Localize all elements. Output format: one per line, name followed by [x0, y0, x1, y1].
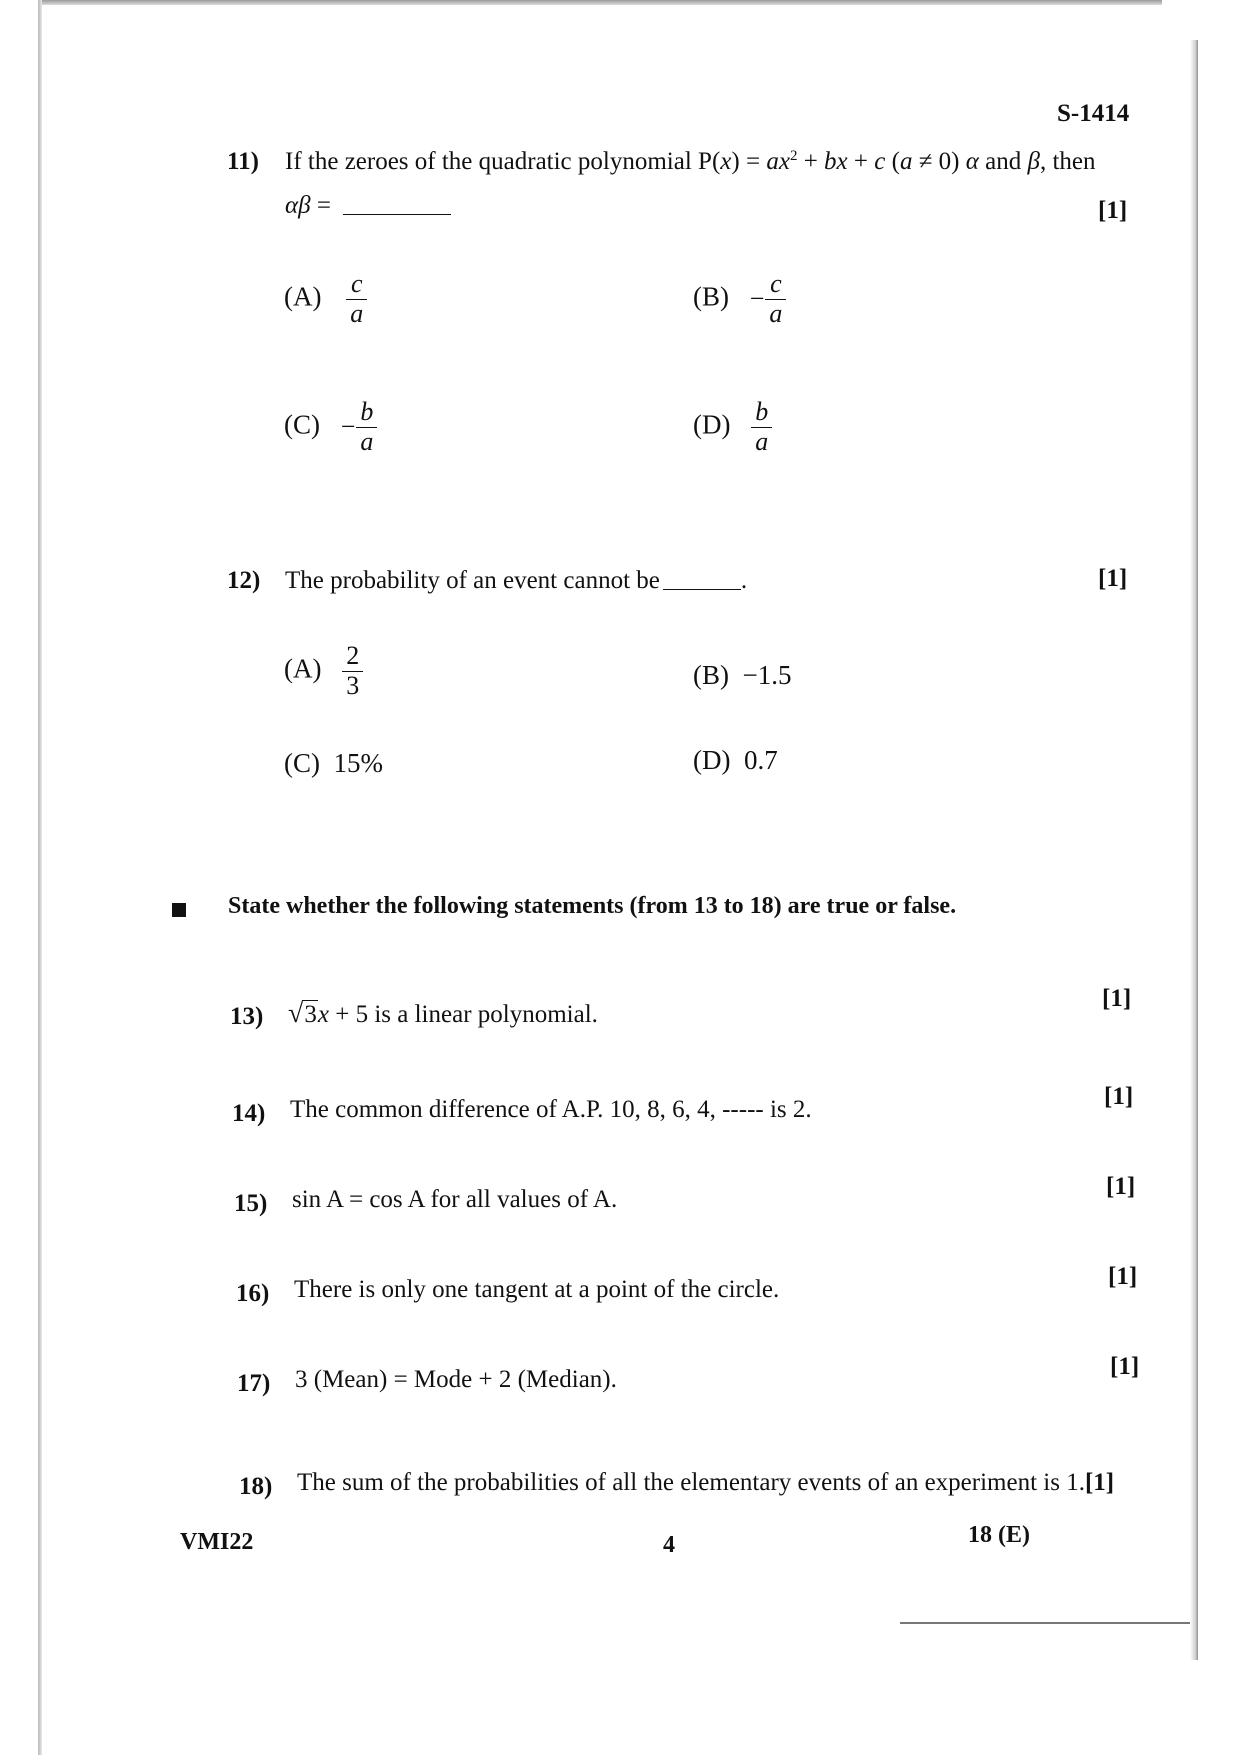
scan-edge-left	[38, 0, 42, 1755]
question-18-number: 18)	[239, 1473, 273, 1500]
question-11-marks: [1]	[1098, 197, 1128, 224]
page-number: 4	[663, 1532, 675, 1558]
question-15-number: 15)	[234, 1190, 268, 1217]
question-16-text: There is only one tangent at a point of the circle.	[294, 1276, 780, 1303]
question-14-marks: [1]	[1104, 1083, 1134, 1110]
answer-blank	[343, 194, 451, 215]
question-17-marks: [1]	[1110, 1353, 1140, 1380]
paper-code: S-1414	[1057, 100, 1130, 127]
footer-language: 18 (E)	[968, 1522, 1030, 1548]
question-13-number: 13)	[230, 1003, 264, 1030]
answer-blank	[663, 569, 741, 590]
scan-edge-top	[42, 0, 1162, 5]
section-heading: State whether the following statements (from 13 to 18) are true or false.	[228, 893, 957, 919]
question-11-text: If the zeroes of the quadratic polynomial $P(x) = ax^2$ + bx + c (a ≠ 0) α and β, then	[285, 148, 1096, 175]
fraction: $\frac{c}{a}$	[765, 270, 786, 328]
q11-option-d: (D) $\frac{b}{a}$	[693, 398, 772, 456]
question-15-text: sin A = cos A for all values of A.	[292, 1186, 618, 1213]
footer-code: VMI22	[180, 1529, 254, 1555]
q12-option-b: (B) −1.5	[693, 660, 792, 690]
question-13-marks: [1]	[1102, 985, 1132, 1012]
question-15-marks: [1]	[1106, 1173, 1136, 1200]
question-17-number: 17)	[237, 1370, 271, 1397]
question-13-text: √3x + 5 is a linear polynomial.	[288, 998, 598, 1029]
question-12-number: 12)	[227, 567, 261, 594]
question-16-number: 16)	[236, 1280, 270, 1307]
scan-edge-right	[1190, 40, 1198, 1660]
section-bullet-icon	[172, 903, 186, 917]
q11-option-a: (A) $\frac{c}{a}$	[284, 270, 367, 328]
question-11-continuation: αβ =	[285, 192, 451, 220]
fraction: $\frac{2}{3}$	[342, 642, 363, 700]
fraction: $\frac{b}{a}$	[356, 398, 377, 456]
question-12-text: The probability of an event cannot be .	[285, 567, 748, 594]
question-11-number: 11)	[227, 148, 259, 175]
fraction: $\frac{c}{a}$	[346, 270, 367, 328]
question-14-text: The common difference of A.P. 10, 8, 6, 4, ----- is 2.	[290, 1096, 812, 1123]
question-16-marks: [1]	[1108, 1263, 1138, 1290]
q12-option-d: (D) 0.7	[693, 745, 778, 775]
q12-option-c: (C) 15%	[284, 748, 383, 778]
question-18-marks: [1]	[1084, 1469, 1115, 1496]
q11-option-c: (C) − $\frac{b}{a}$	[284, 398, 377, 456]
fraction: $\frac{b}{a}$	[751, 398, 772, 456]
square-root: √3	[288, 998, 317, 1029]
q12-option-a: (A) $\frac{2}{3}$	[284, 642, 363, 700]
question-14-number: 14)	[232, 1100, 266, 1127]
scan-edge-bottom	[900, 1622, 1190, 1624]
question-12-marks: [1]	[1098, 565, 1128, 592]
question-18-text: The sum of the probabilities of all the elementary events of an experiment is 1.[1]	[297, 1469, 1115, 1496]
question-17-text: 3 (Mean) = Mode + 2 (Median).	[295, 1366, 617, 1393]
q11-option-b: (B) − $\frac{c}{a}$	[693, 270, 786, 328]
